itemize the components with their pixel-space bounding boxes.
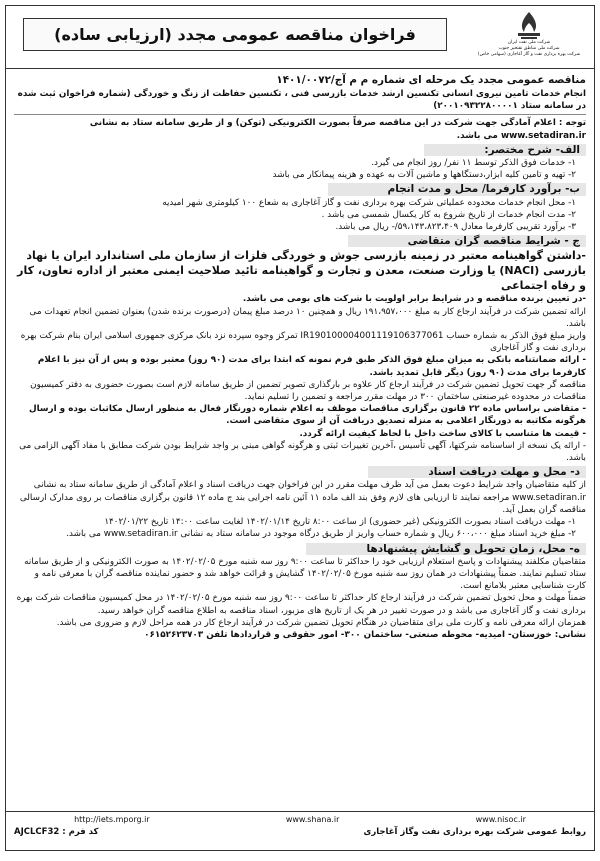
section-b-item: ۲- مدت انجام خدمات از تاریخ شروع به کار یکسال شمسی می باشد . [321,209,576,220]
nioc-flame-icon [512,10,546,40]
condition-para: ارائه تضمین شرکت در فرآیند ارجاع کار به مبلغ ۱۹۱،۹۵۷،۰۰۰ ریال و همچنین ۱۰ درصد مبلغ پیمان (درصورت برنده شدن) بعنوان تضمین انجام تعهدات می باشد. [29,306,586,329]
form-code: کد فرم : AJCLCF32 [14,827,99,837]
condition-para: مناقصه گر جهت تحویل تضمین شرکت در فرآیند ارجاع کار علاوه بر بارگذاری تصویر تضمین از طریق سامانه لازم است بصورت حضوری به دفتر کمیسیون مناقصات در محدوده غیرصنعتی ساختمان ۳۰۰ در مهلت مقرر مراجعه و تضمین را تسلیم نماید. [30,379,586,403]
documents-para: از کلیه متقاضیان واجد شرایط دعوت بعمل می آید ظرف مهلت مقرر در این فراخوان جهت دریافت اسناد و اعلام آمادگی از طریق سامانه ستاد به نشانی www.setadiran.ir مراجعه نمایند تا ارزیابی های لازم وفق بند الف ماده ۱۱ آئین نامه اجرایی بند ج ماده ۱۲ قانون برگزاری مناقصات بر روی مدارک ارسالی مناقصه گران بعمل آید. [19,480,586,515]
footer-url[interactable]: www.nisoc.ir [475,815,526,824]
section-e-title: ه- محل، زمان تحویل و گشایش پیشنهادها [306,543,586,555]
condition-para: - ارائه یک نسخه از اساسنامه شرکتها، آگهی تأسیس ،آخرین تغییرات ثبتی و هرگونه گواهی مبنی بر واجد شرایط بودن شرکت مطابق با مفاد آگهی الزامی می باشد. [19,440,586,464]
priority-note: -در تعیین برنده مناقصه و در شرایط برابر اولویت با شرکت های بومی می باشد. [242,294,586,305]
tender-number: مناقصه عمومی مجدد یک مرحله ای شماره م م آج/۱۴۰۱/۰۰۷۲ [276,74,586,86]
address-line: نشانی: خوزستان- امیدیه- محوطه صنعتی- ساختمان ۳۰۰- امور حقوقی و قراردادها تلفن ۰۶۱۵۲۶۲۳۷۰۳ [144,629,586,640]
header [6,6,594,69]
section-b-item: ۳- برآورد تقریبی کارفرما معادل ۵۹،۱۴۳،۸۲۳،۴۰۹/- ریال می باشد. [335,222,576,233]
footer-url[interactable]: www.shana.ir [285,815,340,824]
condition-para: - قیمت ها متناسب با کالای ساخت داخل با لحاظ کیفیت ارائه گردد. [299,428,586,439]
footer-org: روابط عمومی شرکت بهره برداری نفت وگاز آغاجاری [363,827,586,837]
tender-notice [5,5,595,851]
notice-line: توجه : اعلام آمادگی جهت شرکت در این مناقصه صرفاً بصورت الکترونیکی (توکن) و از طریق سامانه ستاد به نشانی www.setadiran.ir می باشد. [89,118,586,141]
documents-item: ۱- مهلت دریافت اسناد بصورت الکترونیکی (غیر حضوری) از ساعت ۸:۰۰ تاریخ ۱۴۰۲/۰۱/۱۴ لغایت ساعت ۱۴:۰۰ تاریخ ۱۴۰۲/۰۱/۲۲ [104,517,576,528]
page-title: فراخوان مناقصه عمومی مجدد (ارزیابی ساده) [23,18,447,51]
condition-para: واریز مبلغ فوق الذکر به شماره حساب IR190100004001119106377061 تمرکز وجوه سپرده نزد بانک مرکزی جمهوری اسلامی ایران بنام شرکت بهره برداری نفت و گاز آغاجاری [20,331,586,354]
company-logo [474,10,584,58]
submission-para: همزمان ارائه معرفی نامه و کارت ملی برای متقاضیان در هنگام تحویل تضمین شرکت در فرآیند ارجاع کار در همه مراحل لازم و ضروری می باشد. [56,617,586,628]
section-b-title: ب- برآورد کارفرما/ محل و مدت انجام [328,183,587,195]
logo-line-2: شرکت ملی مناطق نفتخیز جنوب [498,46,560,51]
section-d-title: د- محل و مهلت دریافت اسناد [368,466,586,478]
footer-url[interactable]: http://iets.mporg.ir [74,815,150,824]
certificate-requirement: -داشتن گواهینامه معتبر در زمینه بازرسی جوش و خوردگی فلزات از سازمان ملی استاندارد ایران یا نهاد بازرسی (NACI) یا وزارت صنعت، معدن و تجارت و گواهینامه تائید صلاحیت ایمنی معتبر از اداره تعاون، کار و رفاه اجتماعی [17,249,586,293]
services-line: انجام خدمات تامین نیروی انسانی تکنسین ارشد خدمات بازرسی فنی ، تکنسین حفاظت از زنگ و خوردگی (شماره فراخوان ثبت شده در سامانه ستاد ۲۰۰۱۰۹۳۲۲۸۰۰۰۰۱) [17,89,586,112]
section-a-title: الف- شرح مختصر: [424,144,586,156]
content [6,69,594,641]
submission-para: متقاضیان مکلفند پیشنهادات و پاسخ استعلام ارزیابی خود را حداکثر تا ساعت ۹:۰۰ روز سه شنبه مورخ ۱۴۰۲/۰۲/۰۵ به صورت الکترونیکی و از طریق سامانه ستاد تسلیم نمایند. ضمناً پیشنهادات در همان روز سه شنبه مورخ ۱۴۰۲/۰۲/۰۵ گشایش و قرائت خواهد شد و حضور نماینده مناقصه گران با معرفی نامه و کارت شناسایی معتبر بلامانع است. [24,556,586,592]
documents-item: ۲- مبلغ خرید اسناد مبلغ ۶۰۰،۰۰۰ ریال و شماره حساب واریز از طریق درگاه موجود در سامانه ستاد به نشانی www.setadiran.ir می باشد. [66,529,576,540]
section-a-item: ۱- خدمات فوق الذکر توسط ۱۱ نفر/ روز انجام می گیرد. [371,158,576,169]
section-b-item: ۱- محل انجام خدمات محدوده عملیاتی شرکت بهره برداری نفت و گاز آغاجاری به شعاع ۱۰۰ کیلومتری شهر امیدیه [162,197,576,208]
logo-line-1: شرکت ملی نفت ایران [507,40,551,45]
section-c-title: ج - شرایط مناقصه گران متقاضی [348,235,586,247]
condition-para: - متقاضی براساس ماده ۲۲ قانون برگزاری مناقصات موظف به اعلام شماره دورنگار فعال به منظور ارسال مکاتبات بوده و ارسال هرگونه مکاتبه به دورنگار اعلامی به منزله تصدیق دریافت آن از سوی متقاضی است. [28,404,586,427]
submission-para: ضمناً مهلت و محل تحویل تضمین شرکت در فرآیند ارجاع کار حداکثر تا ساعت ۹:۰۰ روز سه شنبه مورخ ۱۴۰۲/۰۲/۰۵ در محل کمیسیون مناقصات شرکت بهره برداری نفت و گاز آغاجاری می باشد و در صورت تغییر در هر یک از تاریخ های مزبور، اسناد مناقصه به اطلاع مناقصه گران خواهد رسید. [16,593,586,616]
logo-line-3: شرکت بهره برداری نفت و گاز آغاجاری (سهامی خاص) [477,52,581,57]
section-a-item: ۲- تهیه و تامین کلیه ابزار،دستگاهها و ماشین آلات به عهده و هزینه پیمانکار می باشد [272,170,576,181]
condition-para: - ارائه ضمانتنامه بانکی به میزان مبلغ فوق الذکر طبق فرم نمونه که ابتدا برای مدت (۹۰ روز) معتبر بوده و پس از آن نیز با اعلام کارفرما برای مدت (۹۰ روز) دیگر قابل تمدید باشد. [37,355,586,378]
footer [6,811,594,850]
